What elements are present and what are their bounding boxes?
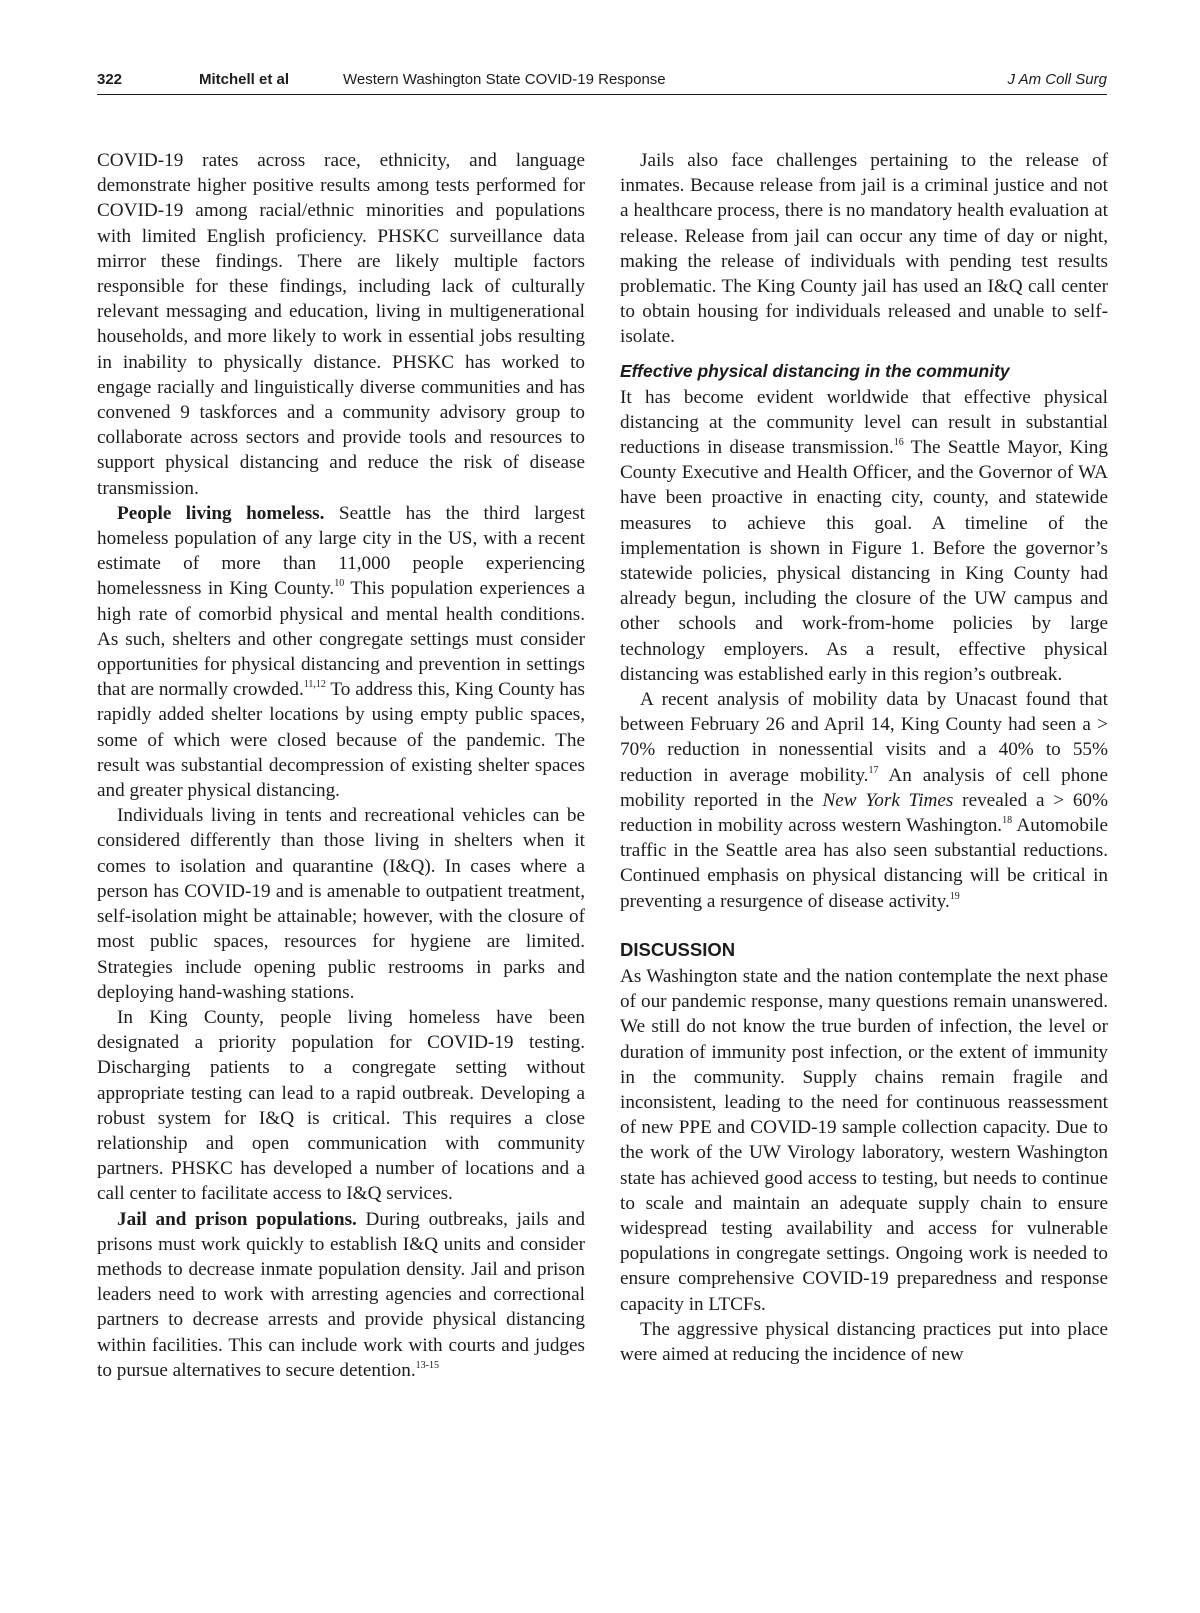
paragraph-text: Seattle has the third largest homeless population of any large city in the US, with a recent estimate of more than 11,000 people experiencing homelessness in King County. — [97, 502, 585, 600]
left-column — [97, 148, 585, 1383]
journal-name: J Am Coll Surg — [1007, 71, 1107, 88]
paragraph-distancing — [620, 385, 1108, 687]
paragraph-text: A recent analysis of mobility data by Unacast found that between February 26 and April 14, King County had seen a > 70% reduction in nonessential visits and a 40% to 55% reduction in average mobility. — [620, 689, 1108, 786]
run-in-heading: People living homeless. — [117, 502, 325, 524]
citation: 13-15 — [415, 1359, 439, 1371]
citation: 16 — [893, 437, 904, 449]
paragraph: COVID-19 rates across race, ethnicity, and language demonstrate higher positive results among tests performed for COVID-19 among racial/ethnic minorities and populations with limited English proficiency. PHSKC surveillance data mirror these findings. There are likely multiple factors responsible for these findings, including lack of culturally relevant messaging and education, living in multigenerational households, and more likely to work in essential jobs resulting in inability to physically distance. PHSKC has worked to engage racially and linguistically diverse communities and has convened 9 taskforces and a community advisory group to collaborate across sectors and provide tools and resources to support physical distancing and reduce the risk of disease transmission. — [97, 150, 585, 499]
subsection-heading: Effective physical distancing in the community — [620, 360, 1010, 381]
citation: 10 — [334, 578, 345, 590]
citation: 19 — [949, 890, 960, 902]
paragraph-text: revealed a > 60% reduction in mobility across western Washington. — [620, 789, 1109, 837]
paragraph: Individuals living in tents and recreational vehicles can be considered differently than those living in shelters when it comes to isolation and quarantine (I&Q). In cases where a person has COVID-19 and is amenable to outpatient treatment, self-isolation might be attainable; however, with the closure of most public spaces, resources for hygiene are limited. Strategies include opening public restrooms in parks and deploying hand-washing stations. — [97, 805, 585, 1003]
run-in-heading: Jail and prison populations. — [117, 1208, 357, 1230]
paragraph-homeless — [97, 501, 585, 803]
paragraph-text: Automobile traffic in the Seattle area has also seen substantial reductions. Continued emphasis on physical distancing will be critical in preventing a resurgence of disease activity. — [620, 815, 1109, 912]
paragraph-text: It has become evident worldwide that effective physical distancing at the community level can result in substantial reductions in disease transmission. — [620, 386, 1108, 459]
newspaper-title: New York Times — [822, 789, 954, 811]
paragraph: In King County, people living homeless have been designated a priority population for COVID-19 testing. Discharging patients to a congregate setting without appropriate testing can lead to a rapid outbreak. Developing a robust system for I&Q is critical. This requires a close relationship and open communication with community partners. PHSKC has developed a number of locations and a call center to facilitate access to I&Q services. — [97, 1006, 585, 1205]
paragraph-mobility — [620, 687, 1108, 914]
citation: 11,12 — [303, 679, 326, 691]
right-column — [620, 148, 1108, 1367]
paragraph: As Washington state and the nation contemplate the next phase of our pandemic response, many questions remain unanswered. We still do not know the true burden of infection, the level or duration of immunity post infection, or the extent of immunity in the community. Supply chains remain fragile and inconsistent, leading to the need for continuous reassessment of new PPE and COVID-19 sample collection capacity. Due to the work of the UW Virology laboratory, western Washington state has achieved good access to testing, but needs to continue to scale and maintain an adequate supply chain to ensure widespread testing availability and access for vulnerable populations in congregate settings. Ongoing work is needed to ensure comprehensive COVID-19 preparedness and response capacity in LTCFs. — [620, 965, 1108, 1315]
paragraph-jail — [97, 1207, 585, 1383]
paragraph-text: An analysis of cell phone mobility reported in the — [620, 764, 1109, 811]
running-title: Western Washington State COVID-19 Response — [343, 71, 666, 88]
paragraph: The aggressive physical distancing practices put into place were aimed at reducing the incidence of new — [620, 1318, 1108, 1365]
running-authors: Mitchell et al — [199, 71, 290, 88]
section-heading: DISCUSSION — [620, 938, 736, 960]
paragraph-text: During outbreaks, jails and prisons must work quickly to establish I&Q units and consider methods to decrease inmate population density. Jail and prison leaders need to work with arresting agencies and correctional partners to decrease arrests and provide physical distancing within facilities. This can include work with courts and judges to pursue alternatives to secure detention. — [97, 1208, 585, 1381]
citation: 18 — [1002, 815, 1013, 827]
citation: 17 — [868, 764, 879, 776]
paragraph-text: This population experiences a high rate of comorbid physical and mental health conditions. As such, shelters and other congregate settings must consider opportunities for physical distancing and prevention in settings that are normally crowded. — [97, 578, 585, 701]
paragraph-text: The Seattle Mayor, King County Executive and Health Officer, and the Governor of WA have been proactive in enacting city, county, and statewide measures to achieve this goal. A timeline of the implementation is shown in Figure 1. Before the governor’s statewide policies, physical distancing in King County had already begun, including the closure of the UW campus and other schools and work-from-home policies by large technology employers. As a result, effective physical distancing was established early in this region’s outbreak. — [620, 437, 1108, 685]
page-number: 322 — [97, 71, 123, 88]
running-header — [97, 68, 1107, 95]
paragraph: Jails also face challenges pertaining to the release of inmates. Because release from jail is a criminal justice and not a healthcare process, there is no mandatory health evaluation at release. Release from jail can occur any time of day or night, making the release of individuals with pending test results problematic. The King County jail has used an I&Q call center to obtain housing for individuals released and unable to self-isolate. — [620, 150, 1108, 348]
paragraph-text: To address this, King County has rapidly added shelter locations by using empty public spaces, some of which were closed because of the pandemic. The result was substantial decompression of existing shelter spaces and greater physical distancing. — [97, 679, 585, 802]
